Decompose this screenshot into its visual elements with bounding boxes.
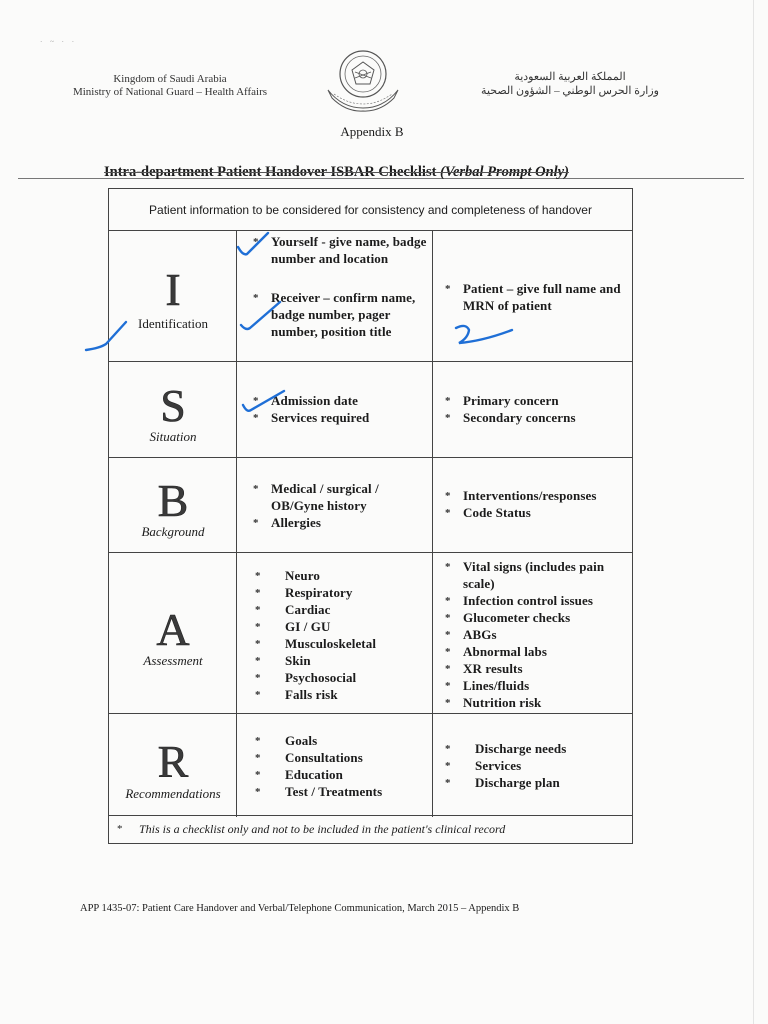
- situation-right-items: [433, 362, 632, 457]
- document-footer: APP 1435-07: Patient Care Handover and Verbal/Telephone Communication, March 2015 – Appendix B: [80, 903, 520, 914]
- list-item: * Nutrition risk: [439, 694, 631, 711]
- header-english: [40, 73, 300, 99]
- recommendations-cell: [109, 714, 237, 817]
- background-right-items: [433, 458, 632, 552]
- isbar-checklist: [108, 188, 633, 844]
- list-item: * Receiver – confirm name, badge number, pager number, position title: [247, 289, 433, 340]
- row-background: [109, 458, 632, 553]
- list-item: * Yourself - give name, badge number and location: [247, 233, 427, 267]
- letter-s: S: [160, 380, 186, 431]
- list-item: * Interventions/responses: [439, 487, 629, 504]
- letter-i: I: [165, 264, 181, 315]
- assessment-clinical-items: [433, 553, 632, 713]
- list-item: * Code Status: [439, 504, 629, 521]
- checklist-footnote: [109, 816, 632, 843]
- list-item: * GI / GU: [247, 618, 427, 635]
- header-country-arabic: المملكة العربية السعودية: [514, 71, 626, 83]
- situation-list-b: [439, 392, 625, 426]
- national-guard-emblem-icon: [322, 42, 404, 112]
- list-item: * Neuro: [247, 567, 427, 584]
- appendix-label: Appendix B: [340, 124, 404, 139]
- assessment-systems-items: [237, 553, 433, 713]
- identification-list-a: [247, 233, 427, 267]
- recommendations-middle-items: [237, 714, 433, 817]
- background-list-b: [439, 487, 629, 521]
- page-edge: [753, 0, 754, 1024]
- header-arabic: [460, 70, 680, 98]
- assessment-list-b: [439, 558, 631, 711]
- row-identification: [109, 231, 632, 362]
- label-background: Background: [141, 524, 205, 539]
- list-item: * Infection control issues: [439, 592, 631, 609]
- background-cell: [109, 458, 237, 552]
- list-item: * ABGs: [439, 626, 631, 643]
- list-item: * Lines/fluids: [439, 677, 631, 694]
- list-item: * Glucometer checks: [439, 609, 631, 626]
- list-item: * Education: [247, 766, 427, 783]
- list-item: * Services required: [247, 409, 427, 426]
- letter-r: R: [157, 736, 189, 787]
- list-item: * Goals: [247, 732, 427, 749]
- assessment-cell: [109, 553, 237, 713]
- title-main: Intra-department Patient Handover ISBAR Checklist: [104, 164, 437, 180]
- recommendations-list-a: [247, 732, 427, 800]
- situation-cell: [109, 362, 237, 457]
- list-item: * Secondary concerns: [439, 409, 625, 426]
- row-recommendations: [109, 714, 632, 817]
- list-item: * Cardiac: [247, 601, 427, 618]
- footnote-asterisk: *: [117, 823, 123, 835]
- assessment-list-a: [247, 567, 427, 703]
- checklist-instruction: Patient information to be considered for consistency and completeness of handover: [149, 203, 592, 217]
- list-item: * Consultations: [247, 749, 427, 766]
- list-item: * Primary concern: [439, 392, 625, 409]
- identification-patient-items: [433, 231, 632, 361]
- identification-list-patient: [439, 280, 625, 314]
- list-item: * Respiratory: [247, 584, 427, 601]
- background-list-a: [247, 480, 417, 531]
- list-item: * XR results: [439, 660, 631, 677]
- label-assessment: Assessment: [143, 653, 203, 668]
- list-item: * Patient – give full name and MRN of patient: [439, 280, 625, 314]
- header-ministry-arabic: وزارة الحرس الوطني – الشؤون الصحية: [481, 85, 659, 97]
- scan-artifact: · ~ · ·: [40, 38, 78, 46]
- list-item: * Admission date: [247, 392, 427, 409]
- identification-list-b: [247, 289, 433, 340]
- list-item: * Skin: [247, 652, 427, 669]
- row-situation: [109, 362, 632, 458]
- title-subtitle: (Verbal Prompt Only): [440, 164, 569, 180]
- recommendations-right-items: [433, 714, 632, 817]
- list-item: * Abnormal labs: [439, 643, 631, 660]
- situation-list-a: [247, 392, 427, 426]
- label-situation: Situation: [149, 429, 197, 444]
- list-item: * Allergies: [247, 514, 417, 531]
- situation-middle-items: [237, 362, 433, 457]
- letter-b: B: [157, 475, 189, 526]
- footnote-text: This is a checklist only and not to be included in the patient's clinical record: [139, 822, 506, 836]
- list-item: * Falls risk: [247, 686, 427, 703]
- background-middle-items: [237, 458, 433, 552]
- header-country: Kingdom of Saudi Arabia: [113, 73, 227, 85]
- checklist-grid: [109, 230, 632, 816]
- list-item: * Discharge needs: [437, 740, 629, 757]
- identification-cell: [109, 231, 237, 361]
- label-recommendations: Recommendations: [125, 786, 221, 801]
- list-item: * Test / Treatments: [247, 783, 427, 800]
- page-title: [104, 164, 664, 181]
- list-item: * Medical / surgical / OB/Gyne history: [247, 480, 417, 514]
- list-item: * Services: [437, 757, 629, 774]
- identification-staff-items: [237, 231, 433, 361]
- list-item: * Musculoskeletal: [247, 635, 427, 652]
- row-assessment: [109, 553, 632, 714]
- list-item: * Vital signs (includes pain scale): [439, 558, 631, 592]
- list-item: * Psychosocial: [247, 669, 427, 686]
- label-identification: Identification: [137, 316, 209, 331]
- letter-a: A: [156, 604, 190, 655]
- recommendations-list-b: [437, 740, 629, 791]
- list-item: * Discharge plan: [437, 774, 629, 791]
- header-ministry: Ministry of National Guard – Health Affairs: [72, 86, 268, 98]
